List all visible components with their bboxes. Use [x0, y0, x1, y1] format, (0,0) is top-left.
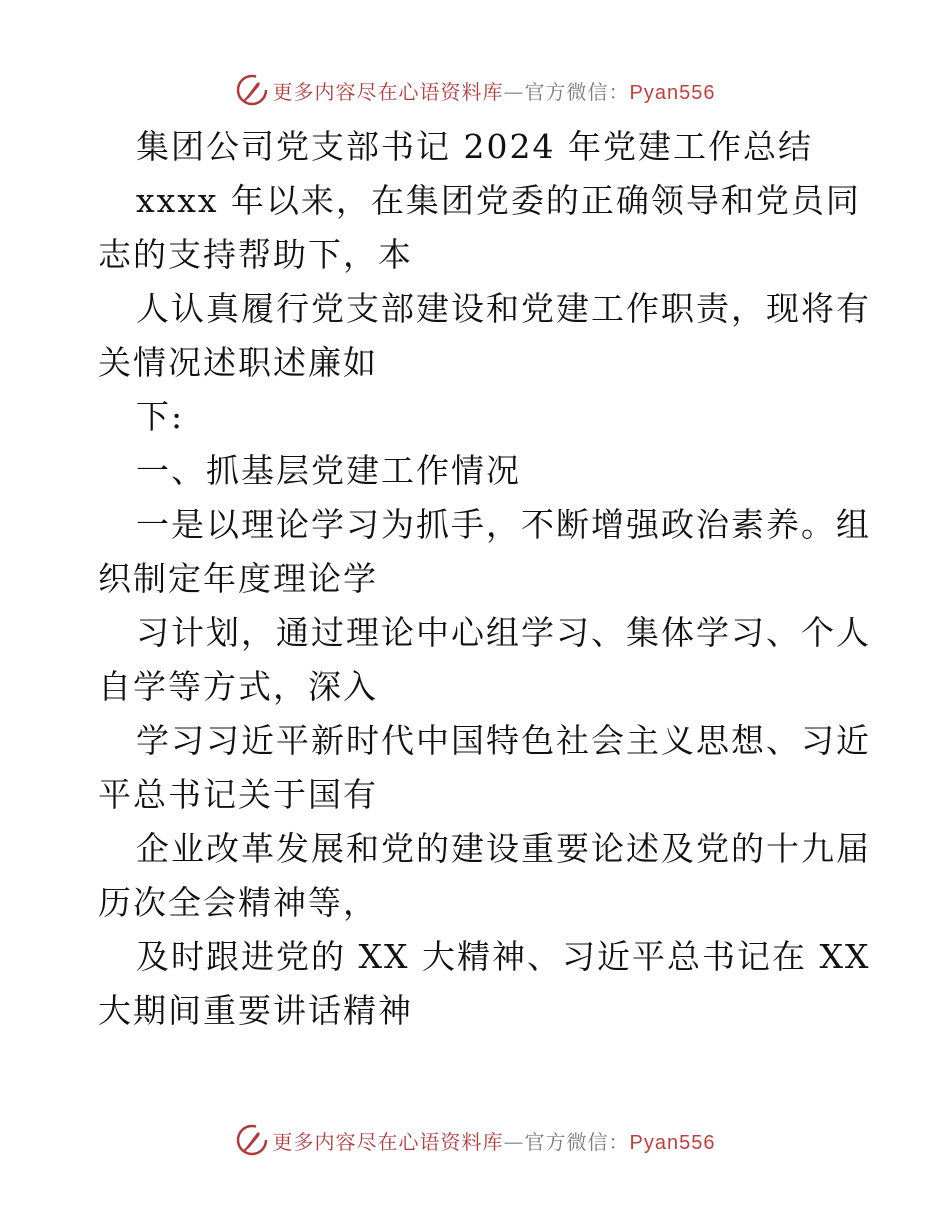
paragraph-line: 平总书记关于国有 — [98, 775, 378, 814]
document-title: 集团公司党支部书记 2024 年党建工作总结 — [136, 127, 813, 166]
watermark-text — [273, 76, 716, 105]
paragraph-line: xxxx 年以来，在集团党委的正确领导和党员同 — [136, 181, 861, 220]
paragraph-line: 一是以理论学习为抓手，不断增强政治素养。组 — [136, 505, 871, 544]
paragraph-line: 习计划，通过理论中心组学习、集体学习、个人 — [136, 613, 871, 652]
watermark-separator: — — [503, 1129, 525, 1154]
quill-logo-icon — [235, 1123, 269, 1157]
watermark-wechat-id: Pyan556 — [629, 81, 716, 104]
footer-watermark — [0, 1120, 950, 1160]
paragraph-line: 企业改革发展和党的建设重要论述及党的十九届 — [136, 829, 871, 868]
paragraph-line: 志的支持帮助下，本 — [98, 235, 413, 274]
watermark-brand: 更多内容尽在心语资料库 — [272, 79, 504, 104]
paragraph-line: 及时跟进党的 XX 大精神、习近平总书记在 XX — [136, 937, 871, 976]
paragraph-line: 大期间重要讲话精神 — [98, 991, 413, 1030]
paragraph-line: 自学等方式，深入 — [98, 667, 378, 706]
watermark-wechat-label: 官方微信： — [524, 1129, 630, 1154]
paragraph-line: 历次全会精神等， — [98, 883, 378, 922]
watermark-text — [273, 1126, 716, 1155]
paragraph-line: 织制定年度理论学 — [98, 559, 378, 598]
watermark-wechat-id: Pyan556 — [629, 1131, 716, 1154]
header-watermark — [0, 70, 950, 110]
document-body — [98, 120, 871, 1038]
paragraph-line: 学习习近平新时代中国特色社会主义思想、习近 — [136, 721, 871, 760]
watermark-brand: 更多内容尽在心语资料库 — [272, 1129, 504, 1154]
paragraph-line: 下: — [136, 397, 185, 436]
quill-logo-icon — [235, 73, 269, 107]
watermark-separator: — — [503, 79, 525, 104]
paragraph-line: 人认真履行党支部建设和党建工作职责，现将有 — [136, 289, 871, 328]
section-heading: 一、抓基层党建工作情况 — [136, 451, 521, 490]
paragraph-line: 关情况述职述廉如 — [98, 343, 378, 382]
watermark-wechat-label: 官方微信： — [524, 79, 630, 104]
